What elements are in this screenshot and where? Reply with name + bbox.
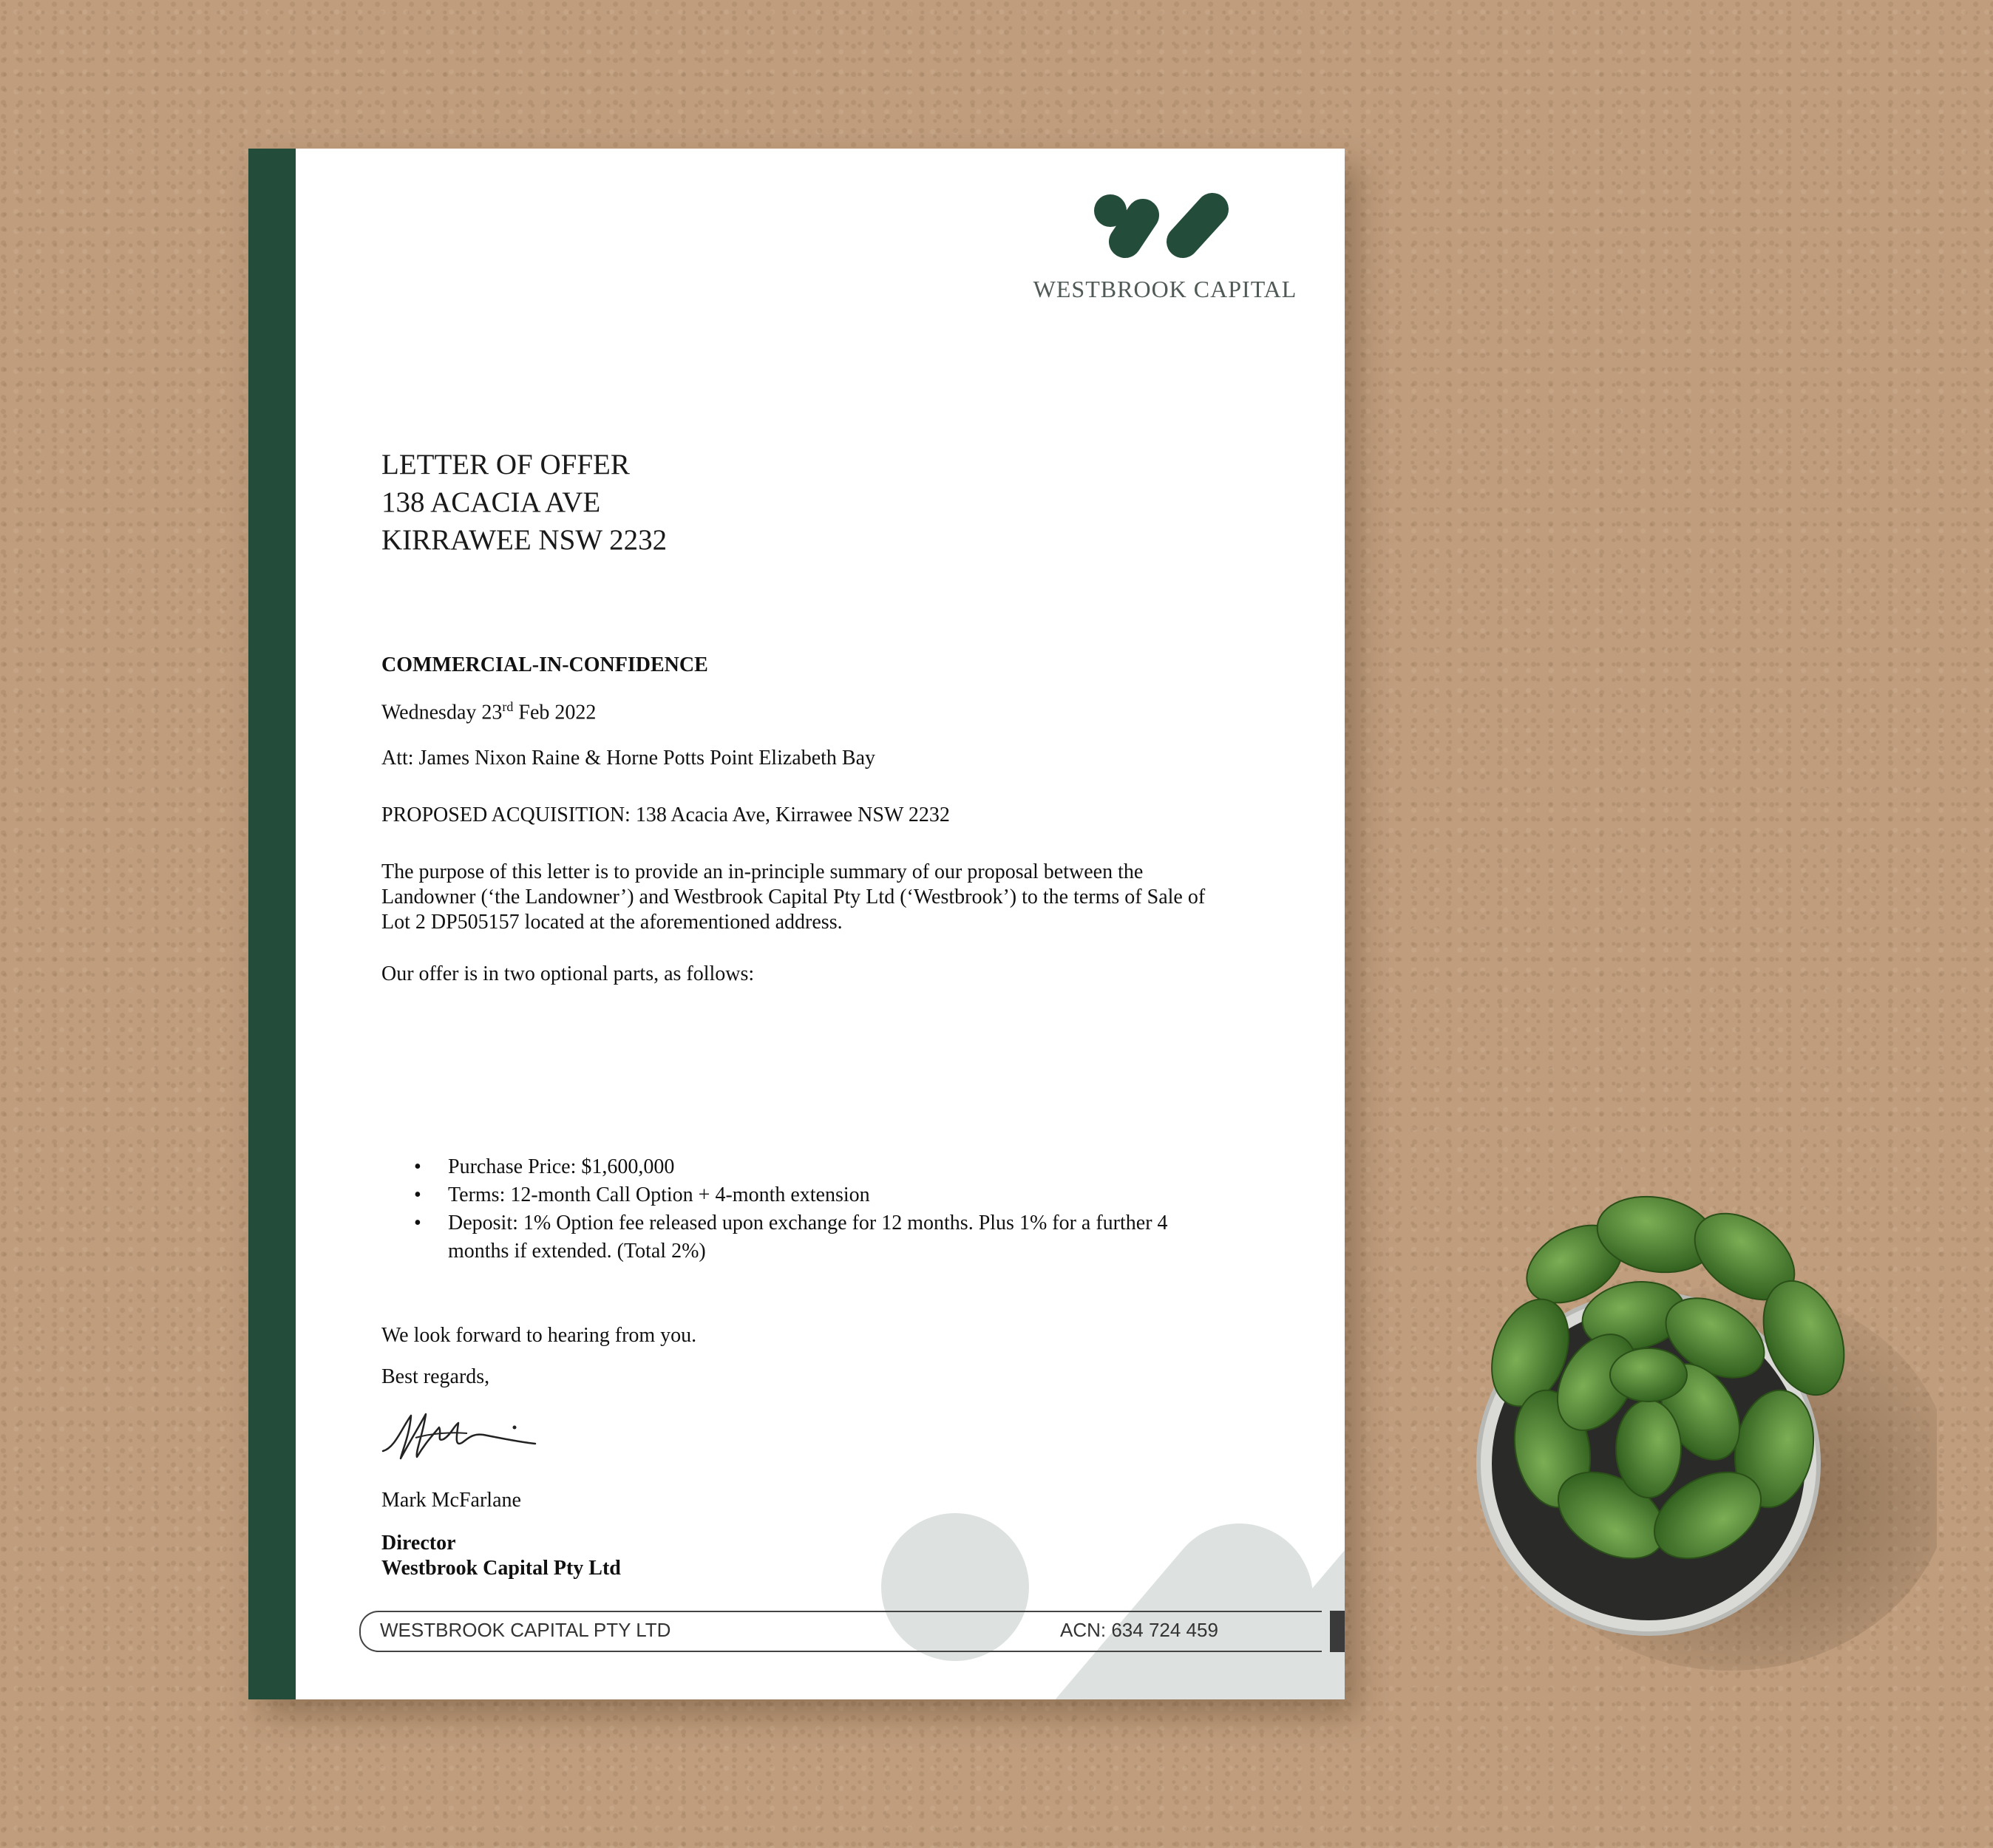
bullet-text: Purchase Price: $1,600,000 <box>448 1155 675 1178</box>
bullet-icon: • <box>414 1212 421 1234</box>
bullet-text: Terms: 12-month Call Option + 4-month extension <box>448 1183 870 1206</box>
footer-decoration <box>248 149 1345 1699</box>
heading-line-3: KIRRAWEE NSW 2232 <box>381 524 668 556</box>
logo-wordmark: WESTBROOK CAPITAL <box>1033 276 1297 302</box>
potted-plant-image <box>1464 1168 1937 1685</box>
footer-acn: ACN: 634 724 459 <box>1060 1619 1218 1641</box>
date-day: Wednesday 23 <box>381 701 503 724</box>
bullet-icon: • <box>414 1155 421 1178</box>
footer-cap <box>1330 1611 1345 1652</box>
regards-line: Best regards, <box>381 1365 490 1388</box>
closing-line: We look forward to hearing from you. <box>381 1324 697 1347</box>
footer-company: WESTBROOK CAPITAL PTY LTD <box>380 1619 671 1641</box>
offer-intro: Our offer is in two optional parts, as follows: <box>381 962 755 985</box>
date-ordinal: rd <box>502 699 514 714</box>
heading-line-1: LETTER OF OFFER <box>381 449 630 480</box>
bullet-icon: • <box>414 1183 421 1206</box>
attention-line: Att: James Nixon Raine & Horne Potts Point Elizabeth Bay <box>381 747 876 770</box>
signatory-name: Mark McFarlane <box>381 1489 521 1512</box>
subject-line: PROPOSED ACQUISITION: 138 Acacia Ave, Kirrawee NSW 2232 <box>381 804 950 826</box>
bullet-text: Deposit: 1% Option fee released upon exchange for 12 months. Plus 1% for a further 4 months if extended. (Total 2%) <box>448 1212 1168 1263</box>
letter-page <box>248 149 1345 1699</box>
purpose-paragraph: The purpose of this letter is to provide an in-principle summary of our proposal between the Landowner (‘the Landowner’) and Westbrook Capital Pty Ltd (‘Westbrook’) to the terms of Sale of Lot 2 DP505157 located at the aforementioned address. <box>381 860 1206 934</box>
date-month-year: Feb 2022 <box>513 701 597 724</box>
heading-line-2: 138 ACACIA AVE <box>381 486 601 518</box>
signatory-title: Director <box>381 1532 456 1555</box>
confidentiality-label: COMMERCIAL-IN-CONFIDENCE <box>381 653 708 676</box>
signatory-company: Westbrook Capital Pty Ltd <box>381 1557 621 1580</box>
